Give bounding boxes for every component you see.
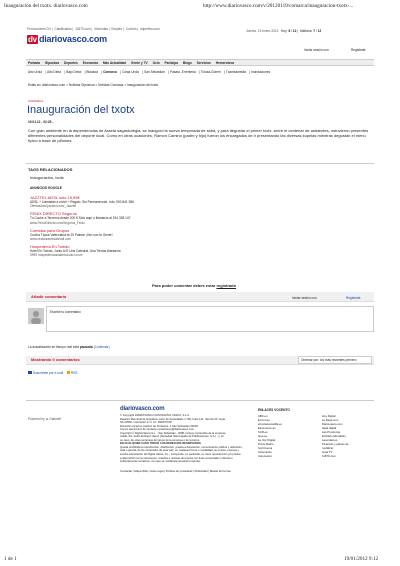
nav-item[interactable]: Hemeroteca — [215, 61, 234, 65]
date-line: Jueves, 19 enero 2012 — [246, 29, 279, 33]
avatar — [28, 308, 44, 324]
update-state: pausada — [79, 345, 93, 349]
top-link[interactable]: 11870.com — [75, 27, 91, 31]
vocento-link[interactable]: Hoy Digital — [322, 414, 336, 418]
legal-line: Correo electrónico de contacto contactenos@diariovasco.com — [120, 428, 194, 432]
vocento-link[interactable]: Laverdad.es — [322, 438, 338, 442]
vocento-link[interactable]: Qué.es — [258, 434, 268, 438]
powered-by: Powered by ⊕ Gabinet! — [28, 417, 62, 421]
vocento-link[interactable]: Guía TV — [322, 450, 333, 454]
comment-placeholder: Escribe tu comentario — [50, 310, 81, 314]
weather-label: Mañana — [299, 29, 312, 33]
legal-line: SS-10552. Inscripción 1ª C.I.F.: B20677678 — [120, 421, 172, 425]
vocento-link[interactable]: elnortedecastilla.es — [258, 422, 282, 426]
ad-line: Hotel En Toledo, Junto A El Una Catedral, Una Tienda Artesanía — [30, 249, 121, 254]
register-link[interactable]: Registrate — [351, 48, 366, 52]
vocento-links-col1 — [258, 414, 306, 458]
subnav-item[interactable]: Inundaciones — [251, 70, 271, 74]
footer-logo[interactable]: diariovasco.com — [120, 406, 165, 412]
comment-login-text: Para poder comentar debes estar — [152, 283, 216, 288]
top-link[interactable]: miperfiov.com — [140, 27, 160, 31]
nav-item[interactable]: Portada — [28, 61, 40, 65]
email-icon — [28, 371, 32, 374]
print-page-count: 1 de 1 — [4, 556, 17, 562]
subnav-item[interactable]: Txantxamedia — [225, 70, 246, 74]
top-link[interactable]: Empleo — [111, 27, 123, 31]
legal-line: © Copyright DIARIOVASCO.COM DIGITAL VASCA, S.L.U. — [120, 414, 190, 417]
sub-nav: Alto Urola | Alto Deba | Bajo Deba | Bidasoa | Comarca | Costa Urola | San Sebastián | Pasaia -Errenteria | Tolosa-Goierri | Txantxamedia | Inundaciones — [28, 70, 271, 74]
legal-line: citada, del medio El Diario Vasco (Sociedad Vascongada de Publicaciones, S.A.) , y, en — [120, 435, 224, 439]
vocento-link[interactable]: Infoempleo — [258, 450, 272, 454]
tags-header: TAGS RELACIONADOS — [28, 167, 73, 172]
nav-item[interactable]: Gente y TV — [131, 61, 148, 65]
footer-legal — [120, 414, 252, 464]
vocento-link[interactable]: hoyCinema — [258, 446, 273, 450]
subnav-item[interactable]: Alto Urola — [28, 70, 42, 74]
top-link[interactable]: Promociones DV — [27, 27, 51, 31]
vocento-link[interactable]: Finanzas y planes de — [322, 442, 349, 446]
vocento-link[interactable]: Punto Radio — [258, 442, 274, 446]
rss-link[interactable]: RSS — [70, 371, 78, 375]
breadcrumb: Estás en: diariovasco.com > Noticias Gipuzkoa > Noticias Comarca > Inauguración del txotx — [28, 83, 159, 87]
article-body: Con gran ambiente en la dependencias de Araeta sagardotegia, se inauguró la nueva temporada de sidra, y para degustar el primer txotx -entre el centenar de asistentes- estuvieron presentes diferentes personalidades del deporte local. Como en otras ocasiones, Ramon Camino (padre y hijo) fueron los encargados de ir presentando las diversas kupelas mientras degustan el menú típico a base de piñones. — [28, 128, 369, 143]
logo-mark: dv — [28, 35, 37, 44]
ad-url[interactable]: OfertasAdsl.jazztel.com/_Jazztel — [30, 204, 77, 209]
subscribe-email-link[interactable]: Suscríbete por e-mail — [32, 371, 64, 375]
legal-line: Copyright © Digital Vasca S.L. , San Sebastián , 2008. Incluye contenidos de la empresa — [120, 431, 226, 435]
site-logo[interactable] — [27, 34, 107, 44]
ads-list — [30, 195, 370, 261]
nav-item[interactable]: Participa — [164, 61, 179, 65]
subnav-item[interactable]: Costa Urola — [122, 70, 139, 74]
subnav-item[interactable]: Bajo Deba — [66, 70, 82, 74]
legal-line: total o parcial, de los contenidos de esta web, en cualquier forma o modalidad, sin previa, expresa y — [120, 449, 239, 453]
ad-item[interactable] — [30, 244, 370, 257]
rss-icon — [67, 371, 70, 374]
comment-textarea[interactable] — [46, 306, 374, 332]
subnav-item[interactable]: Alto Deba — [47, 70, 62, 74]
update-continue-link[interactable]: (Continuar) — [93, 345, 110, 349]
social-links — [28, 371, 78, 375]
ad-url[interactable]: www.FenixDirecto.com/Seguros_Fenix — [30, 220, 85, 225]
nav-item[interactable]: Gipuzkoa — [44, 61, 60, 65]
legal-line: Domicilio social en Camino de Portuetxe, 2 San Sebastián 20018 — [120, 424, 198, 428]
vocento-link[interactable]: 11870.com — [322, 454, 336, 458]
comment-login-link[interactable]: registrado — [216, 283, 237, 288]
add-comment-header: Añadir comentario — [31, 294, 67, 299]
main-nav — [26, 59, 374, 66]
vocento-link[interactable]: Diariovasco.com — [322, 422, 343, 426]
vocento-link[interactable]: Autocasion — [258, 454, 272, 458]
top-link[interactable]: Viviendas — [94, 27, 108, 31]
article-title: Inauguración del txotx — [27, 104, 135, 116]
legal-line: su caso, de otras empresas del grupo de la empresa o de terceros. — [120, 438, 200, 442]
section-tag: COMARCA — [28, 99, 44, 103]
tags-list[interactable]: Inauguración, txotx — [30, 175, 64, 180]
ad-item[interactable] — [30, 228, 370, 241]
vocento-links-header: ENLACES VOCENTO — [258, 408, 290, 412]
legal-line: Queda prohibida la reproducción, distribución, puesta a disposición, comunicación pública y utilización, — [120, 445, 243, 449]
subnav-item[interactable]: Tolosa-Goierri — [200, 70, 221, 74]
ad-item[interactable] — [30, 211, 370, 224]
comment-register-link[interactable]: Registrate — [346, 296, 361, 300]
update-status — [28, 345, 110, 349]
ad-item[interactable] — [30, 195, 370, 208]
comment-login-link[interactable]: Iniciar sesión con — [292, 296, 317, 300]
subnav-item[interactable]: Bidasoa — [86, 70, 98, 74]
weather-value: 12 — [292, 29, 297, 33]
logo-text: diariovasco.com — [38, 34, 107, 44]
vocento-link[interactable]: mobilizar — [322, 446, 334, 450]
ad-title[interactable]: Hospedería En Toledo — [30, 244, 70, 250]
browser-url[interactable]: http://www.diariovasco.com/v/20120119/comarca/inauguracion-txotx-... — [203, 3, 354, 9]
ad-line: ADSL + Llamadas a móvil + Regalo. Sin Permanencia!. Info: 900 841 556 — [30, 200, 134, 204]
comments-count: Mostrando 0 comentarios — [31, 357, 80, 362]
vocento-link[interactable]: Las Provincias — [322, 430, 341, 434]
nav-item[interactable]: Blogs — [182, 61, 192, 65]
update-text: La actualización en tiempo real está — [28, 345, 79, 349]
nav-item[interactable]: Más Actualidad — [102, 61, 127, 65]
nav-item[interactable]: Economía — [82, 61, 98, 65]
ad-url[interactable]: www.restaurantesaizvall.com — [30, 237, 72, 242]
comment-login-line — [152, 283, 236, 288]
weather-value: 8 — [288, 29, 291, 33]
vocento-links-col2 — [322, 414, 376, 458]
subnav-item[interactable]: San Sebastián — [144, 70, 165, 74]
divider — [26, 163, 374, 164]
order-select-value: Ordenar por: los más recientes primero — [301, 358, 357, 362]
nav-item[interactable]: Servicios — [196, 61, 211, 65]
divider — [26, 400, 374, 401]
vocento-link[interactable]: SUR.es — [258, 430, 268, 434]
ad-title[interactable]: FENIX DIRECTO Seguros — [30, 211, 77, 217]
login-link[interactable]: Iniciar sesión con — [304, 48, 329, 52]
top-link[interactable]: Coches — [125, 27, 137, 31]
legal-line: a disposición como resúmenes, reseñas o revistas de prensa con fines comerciales o directa o — [120, 456, 233, 460]
legal-line: EN CUALQUIER CASO TODOS LOS DERECHOS RESERVADOS — [120, 442, 201, 446]
vocento-link[interactable]: La Voz Digital — [258, 438, 276, 442]
top-link[interactable]: Clasificados — [54, 27, 72, 31]
ad-title[interactable]: Comidas para Grupos — [30, 227, 70, 233]
nav-item[interactable]: Deportes — [64, 61, 78, 65]
footer-bottom-links[interactable]: Contactar | Mapa Web | Aviso legal | Política de privacidad | Publicidad | Master El Correo — [120, 469, 231, 473]
vocento-link[interactable]: ABC.es — [258, 414, 268, 418]
top-links: Promociones DV | Clasificados | 11870.com | Viviendas | Empleo | Coches | miperfiov.com — [27, 27, 160, 31]
ad-line: Tu Coche a Terceros desde 200 € Solo aquí o llámanos al 914 328 147 — [30, 216, 131, 221]
article-date: 19.01.12 - 02:25 - — [28, 120, 54, 124]
browser-title: Inauguración del txotx. diariovasco.com — [4, 3, 88, 9]
vocento-link[interactable]: Elcomercio.es — [258, 426, 276, 430]
vocento-link[interactable]: La Rioja.com — [322, 418, 339, 422]
vocento-link[interactable]: El Diario Montañés — [322, 434, 346, 438]
add-comment-bar — [26, 292, 374, 302]
user-icon — [28, 308, 44, 324]
weather-value: 7 — [313, 29, 316, 33]
weather-label: Hoy — [281, 29, 287, 33]
legal-line: Registro Mercantil de Gipuzkoa, Libro de Sociedades 1.796, Folio 141, Sección 8ª, Hoja — [120, 417, 225, 421]
legal-line: escrita autorización de Digital Vasca, S.L., incluyendo, en particular, su mera reproducción y/o puesta — [120, 453, 241, 457]
ads-header: ANUNCIOS GOOGLE — [30, 186, 62, 190]
nav-item[interactable]: Ocio — [152, 61, 160, 65]
ad-line: Cocina Típica Valenciana en El Palmar ¡Ven con tu Gente! — [30, 232, 113, 237]
weather-widget: Hoy 8 / 12 | Mañana 7 / 12 — [281, 29, 322, 33]
ad-url[interactable]: 3999 hospederiacasadelcosoicn.com — [30, 253, 83, 258]
subnav-item[interactable]: Pasaia -Errenteria — [170, 70, 196, 74]
legal-line: indirectamente lucrativos, a lo que se manifiesta oposición expresa. — [120, 460, 201, 464]
vocento-link[interactable]: Ideal digital — [322, 426, 337, 430]
ad-title[interactable]: JAZZTEL ADSL sólo 15,95€ — [30, 195, 80, 200]
vocento-link[interactable]: El Correo — [258, 418, 270, 422]
subnav-item[interactable]: Comarca — [103, 70, 117, 74]
weather-value: 12 — [317, 29, 322, 33]
order-select[interactable] — [298, 356, 372, 364]
print-datetime: 19/01/2012 9:12 — [344, 556, 379, 562]
